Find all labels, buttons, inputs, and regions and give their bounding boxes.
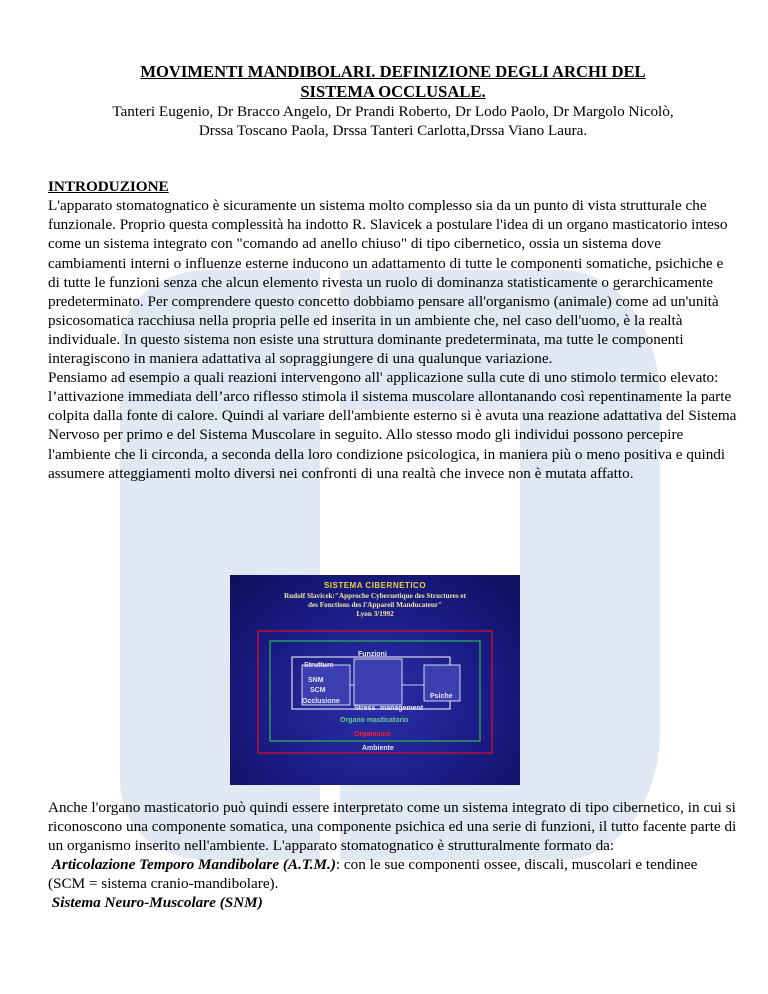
structure-item-2-term: Sistema Neuro-Muscolare (SNM) xyxy=(51,894,263,912)
structure-item-1 xyxy=(48,855,738,893)
structure-item-1-term: Articolazione Temporo Mandibolare (A.T.M.) xyxy=(51,856,336,874)
figure-title: SISTEMA CIBERNETICO xyxy=(323,581,427,590)
authors-line1: Tanteri Eugenio, Dr Bracco Angelo, Dr Prandi Roberto, Dr Lodo Paolo, Dr Margolo Nicolò, xyxy=(112,103,674,120)
figure-label-management: management xyxy=(380,705,424,712)
figure-label-funzioni: Funzioni xyxy=(358,651,387,658)
figure-subtitle-line3: Lyon 3/1992 xyxy=(356,610,394,618)
figure-label-snm: SNM xyxy=(308,677,324,684)
figure-label-strutture: Strutture xyxy=(304,662,334,669)
document-title-line2: SISTEMA OCCLUSALE. xyxy=(300,82,486,101)
intro-paragraph-2: Pensiamo ad esempio a quali reazioni intervengono all' applicazione sulla cute di uno stimolo termico elevato: l’attivazione immediata dell’arco riflesso stimola il sistema muscolare allontanando così repentinamente la parte colpita dalla fonte di calore. Quindi al variare dell'ambiente esterno si è avuta una reazione adattativa del Sistema Nervoso per primo e del Sistema Muscolare in seguito. Allo stesso modo gli individui possono percepire l'ambiente che li circonda, a seconda della loro condizione psicologica, in maniera più o meno positiva e quindi assumere atteggiamenti molto diversi nei confronti di una realtà che invece non è mutata affatto. xyxy=(48,369,737,482)
document-continuation xyxy=(48,798,738,913)
figure-label-stress: Stress xyxy=(354,705,376,712)
cybernetic-system-figure xyxy=(230,575,520,785)
figure-label-organismo: Organismo xyxy=(354,731,391,738)
after-figure-paragraph: Anche l'organo masticatorio può quindi essere interpretato come un sistema integrato di tipo cibernetico, in cui si riconoscono una componente somatica, una componente psichica ed una serie di funzioni, il tutto facente parte di un organismo inserito nell'ambiente. L'apparato stomatognatico è strutturalmente formato da: xyxy=(48,799,737,855)
intro-paragraph-1: L'apparato stomatognatico è sicuramente un sistema molto complesso sia da un punto di vista strutturale che funzionale. Proprio questa complessità ha indotto R. Slavicek a postulare l'idea di un organo masticatorio inteso come un sistema integrato con "comando ad anello chiuso" di tipo cibernetico, ossia un sistema dove cambiamenti interni o influenze esterne inducono un adattamento di tutte le componenti somatiche, psichiche e di tutte le funzioni senza che alcun elemento rivesta un ruolo di dominanza statisticamente o gerarchicamente predeterminato. Per comprendere questo concetto dobbiamo pensare all'organismo (animale) come ad un'unità psicosomatica racchiusa nella propria pelle ed inserita in un ambiente che, nel caso dell'uomo, è la realtà individuale. In questo sistema non esiste una struttura dominante predeterminata, ma tutte le componenti interagiscono in maniera adattativa al sopraggiungere di una qualunque variazione. xyxy=(48,197,728,368)
authors-line2: Drssa Toscano Paola, Drssa Tanteri Carlotta,Drssa Viano Laura. xyxy=(198,122,588,140)
figure-diagram xyxy=(230,575,520,785)
figure-label-occlusione: Occlusione xyxy=(302,698,340,705)
figure-label-ambiente: Ambiente xyxy=(362,745,394,752)
document-body xyxy=(48,62,738,483)
document-title-line1: MOVIMENTI MANDIBOLARI. DEFINIZIONE DEGLI ARCHI DEL xyxy=(140,62,646,81)
figure-label-organo: Organo masticatorio xyxy=(340,717,409,724)
structure-item-2 xyxy=(48,893,738,912)
figure-subtitle-line1: Rudolf Slavicek:"Approche Cybernetique des Structures et xyxy=(283,592,466,600)
figure-subtitle-line2: des Fonctions des l'Appareil Manducateur" xyxy=(307,601,443,609)
figure-label-psiche: Psiche xyxy=(430,693,453,700)
function-list-box xyxy=(354,659,402,705)
structure-item-1-text: : con le sue componenti ossee, discali, muscolari e tendinee (SCM = sistema cranio-mandibolare). xyxy=(48,856,698,893)
section-heading: INTRODUZIONE xyxy=(48,178,169,196)
figure-label-scm: SCM xyxy=(310,687,326,694)
